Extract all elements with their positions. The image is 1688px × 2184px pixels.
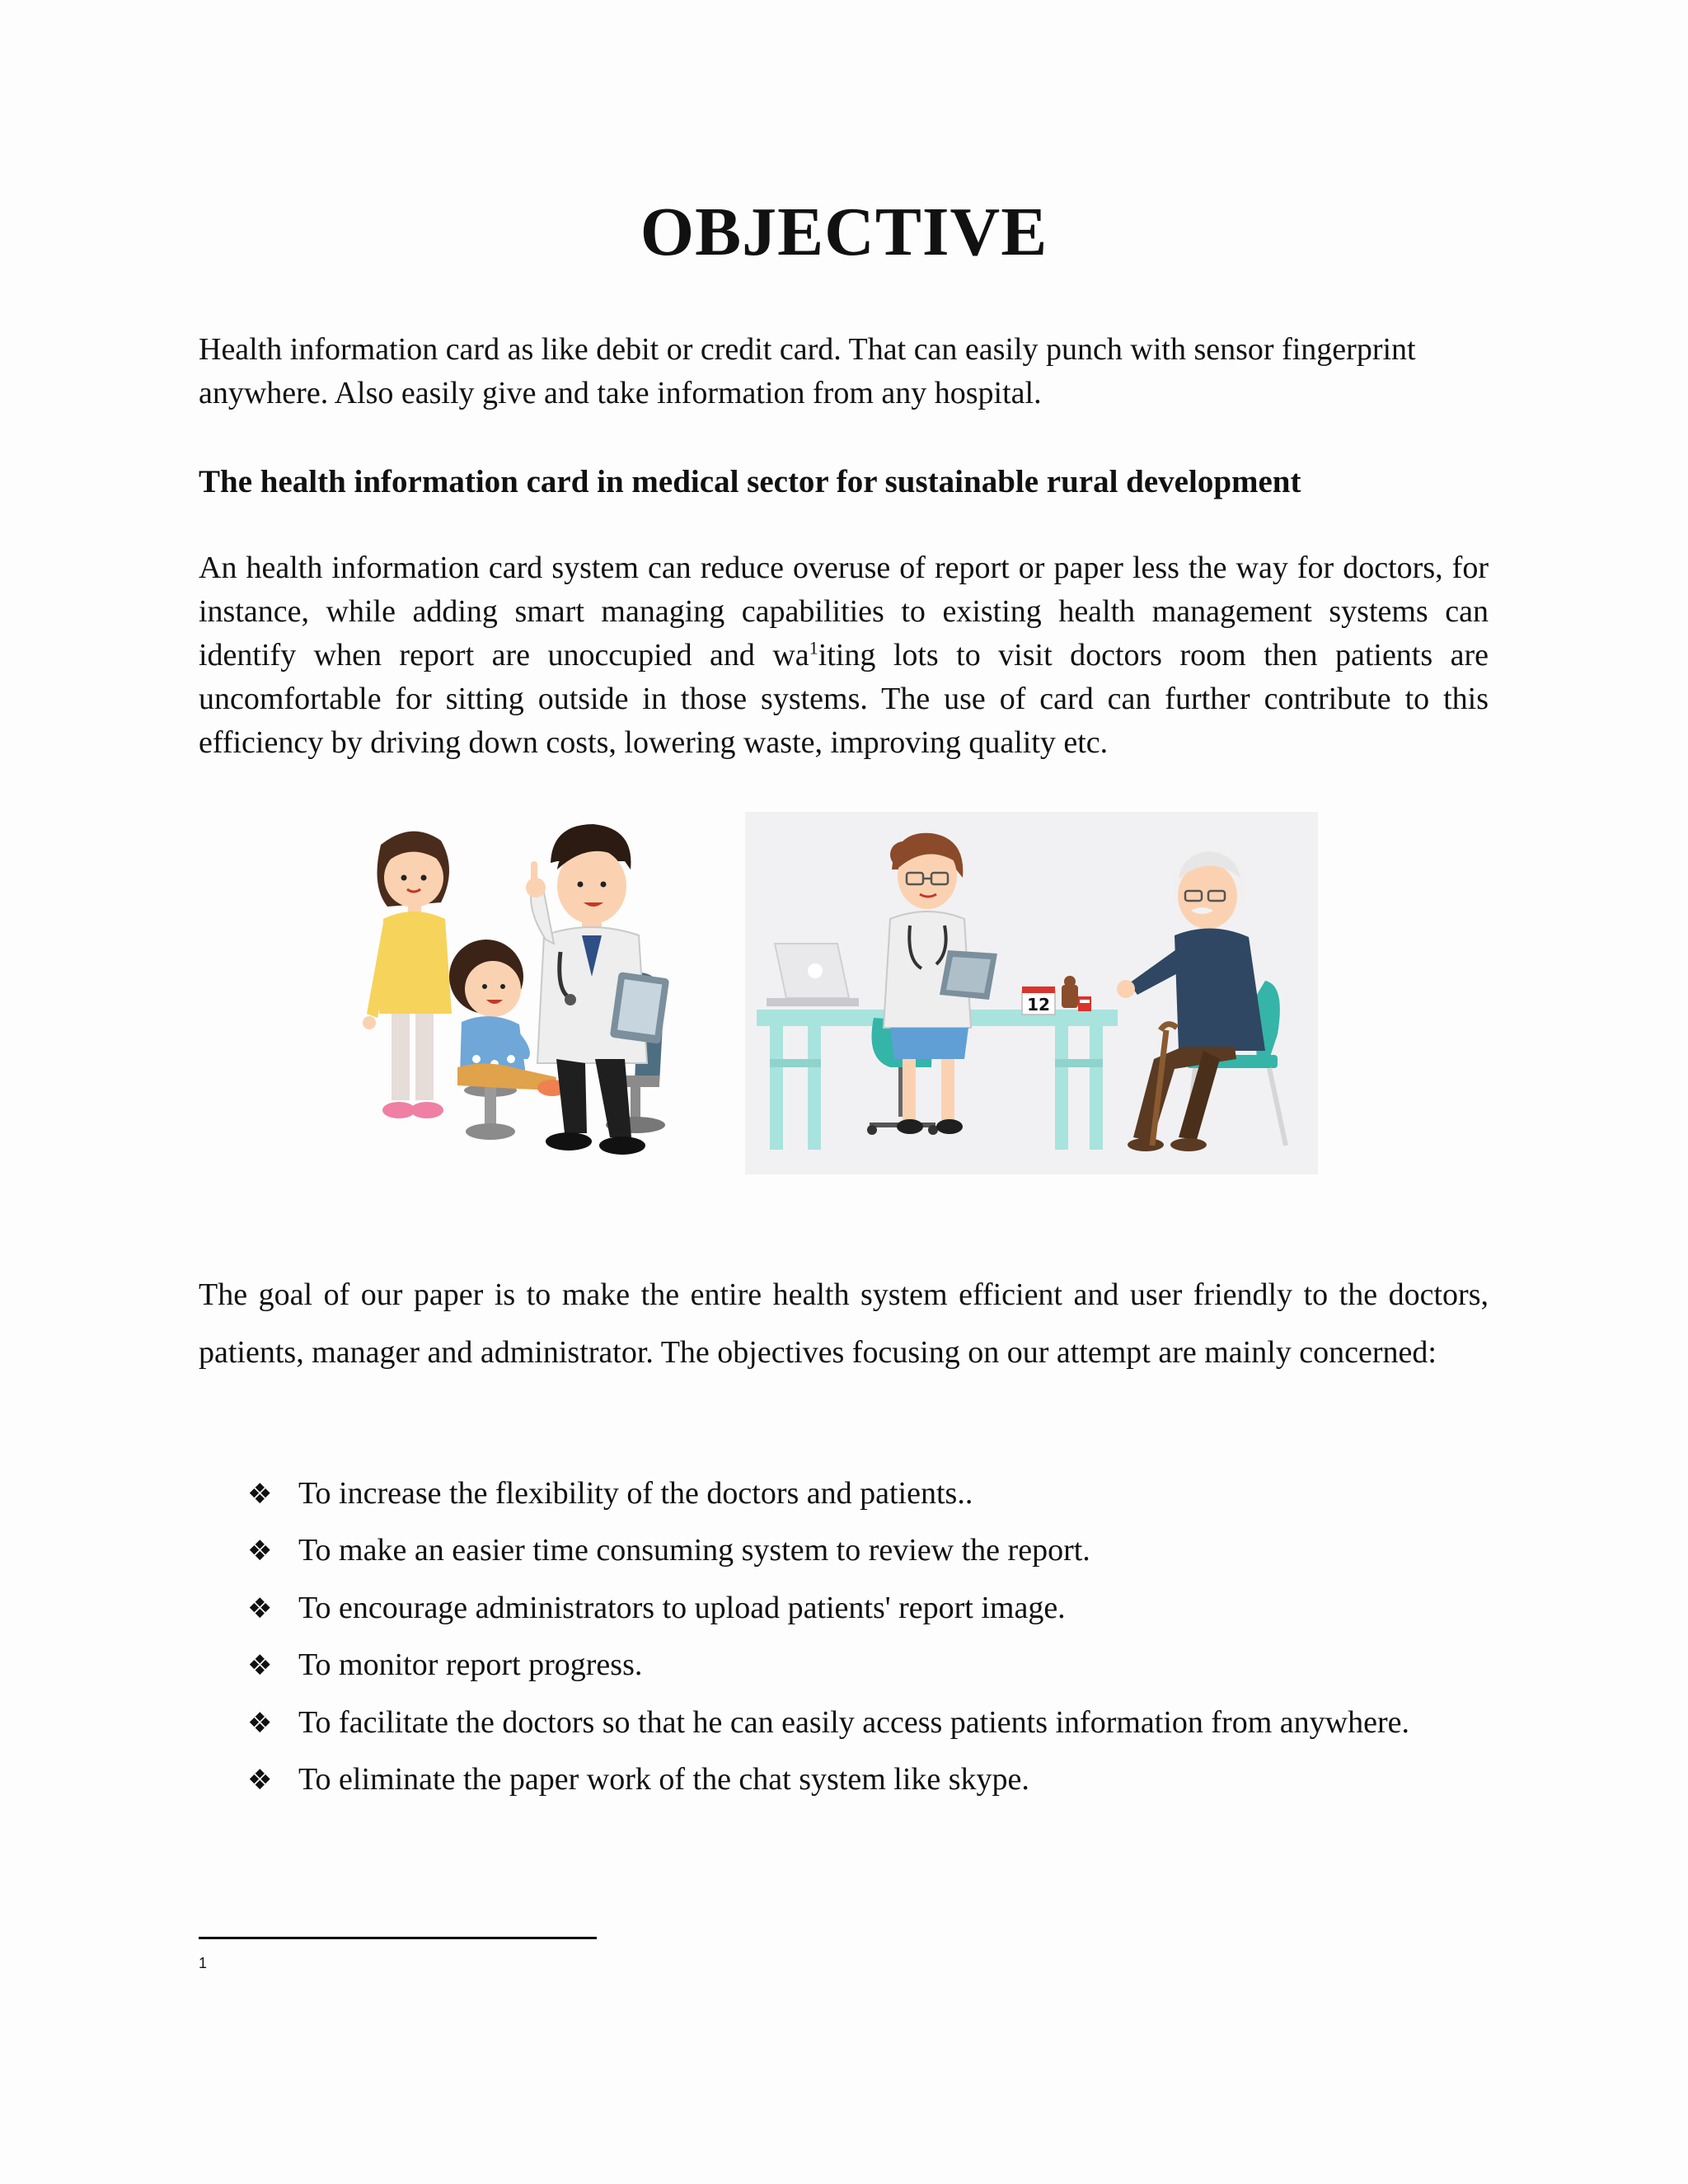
body-text-start: An health information card system can reduce overuse of report or paper less the way for doctors, for instance, while adding smart managing capabilities to existing health management systems can identify when report are unoccupied and wa	[199, 551, 1489, 673]
section-subheading: The health information card in medical sector for sustainable rural development	[199, 464, 1301, 499]
diamond-bullet-icon: ❖	[247, 1591, 273, 1625]
diamond-bullet-icon: ❖	[247, 1535, 273, 1568]
mother-figure	[363, 832, 452, 1118]
objective-text: To facilitate the doctors so that he can easily access patients information from anywhere.	[298, 1704, 1409, 1740]
diamond-bullet-icon: ❖	[247, 1706, 273, 1740]
objectives-list	[247, 1465, 1409, 1808]
intro-paragraph: Health information card as like debit or credit card. That can easily punch with sensor fingerprint anywhere. Also easily give and take information from any hospital.	[199, 332, 1416, 410]
diamond-bullet-icon: ❖	[247, 1763, 273, 1797]
objective-text: To eliminate the paper work of the chat system like skype.	[298, 1761, 1029, 1797]
objective-text: To make an easier time consuming system to review the report.	[298, 1533, 1090, 1568]
body-text-end: iting lots to visit doctors room then patients are uncomfortable for sitting outside in those systems. The use of card can further contribute to this efficiency by driving down costs, lowering waste, improving quality etc.	[199, 638, 1489, 760]
diamond-bullet-icon: ❖	[247, 1478, 273, 1511]
body-paragraph	[199, 546, 1489, 765]
list-item	[247, 1465, 1409, 1522]
diamond-bullet-icon: ❖	[247, 1649, 273, 1683]
clinic-illustration	[363, 812, 1319, 1183]
list-item	[247, 1637, 1409, 1694]
objective-text: To monitor report progress.	[298, 1647, 643, 1683]
footnote-divider	[199, 1937, 597, 1939]
goal-paragraph: The goal of our paper is to make the entire health system efficient and user friendly to the doctors, patients, manager and administrator. The objectives focusing on our attempt are mainly concerned:	[199, 1277, 1489, 1370]
objective-text: To increase the flexibility of the doctors and patients..	[298, 1476, 973, 1511]
footnote-number: 1	[199, 1955, 208, 1971]
list-item	[247, 1580, 1409, 1637]
page-title: OBJECTIVE	[640, 194, 1048, 270]
list-item	[247, 1694, 1409, 1751]
calendar-date: 12	[1027, 995, 1050, 1015]
list-item	[247, 1751, 1409, 1808]
list-item	[247, 1522, 1409, 1579]
doctor-figure	[526, 824, 669, 1155]
objective-text: To encourage administrators to upload patients' report image.	[298, 1590, 1066, 1625]
footnote-mark: 1	[809, 637, 818, 658]
